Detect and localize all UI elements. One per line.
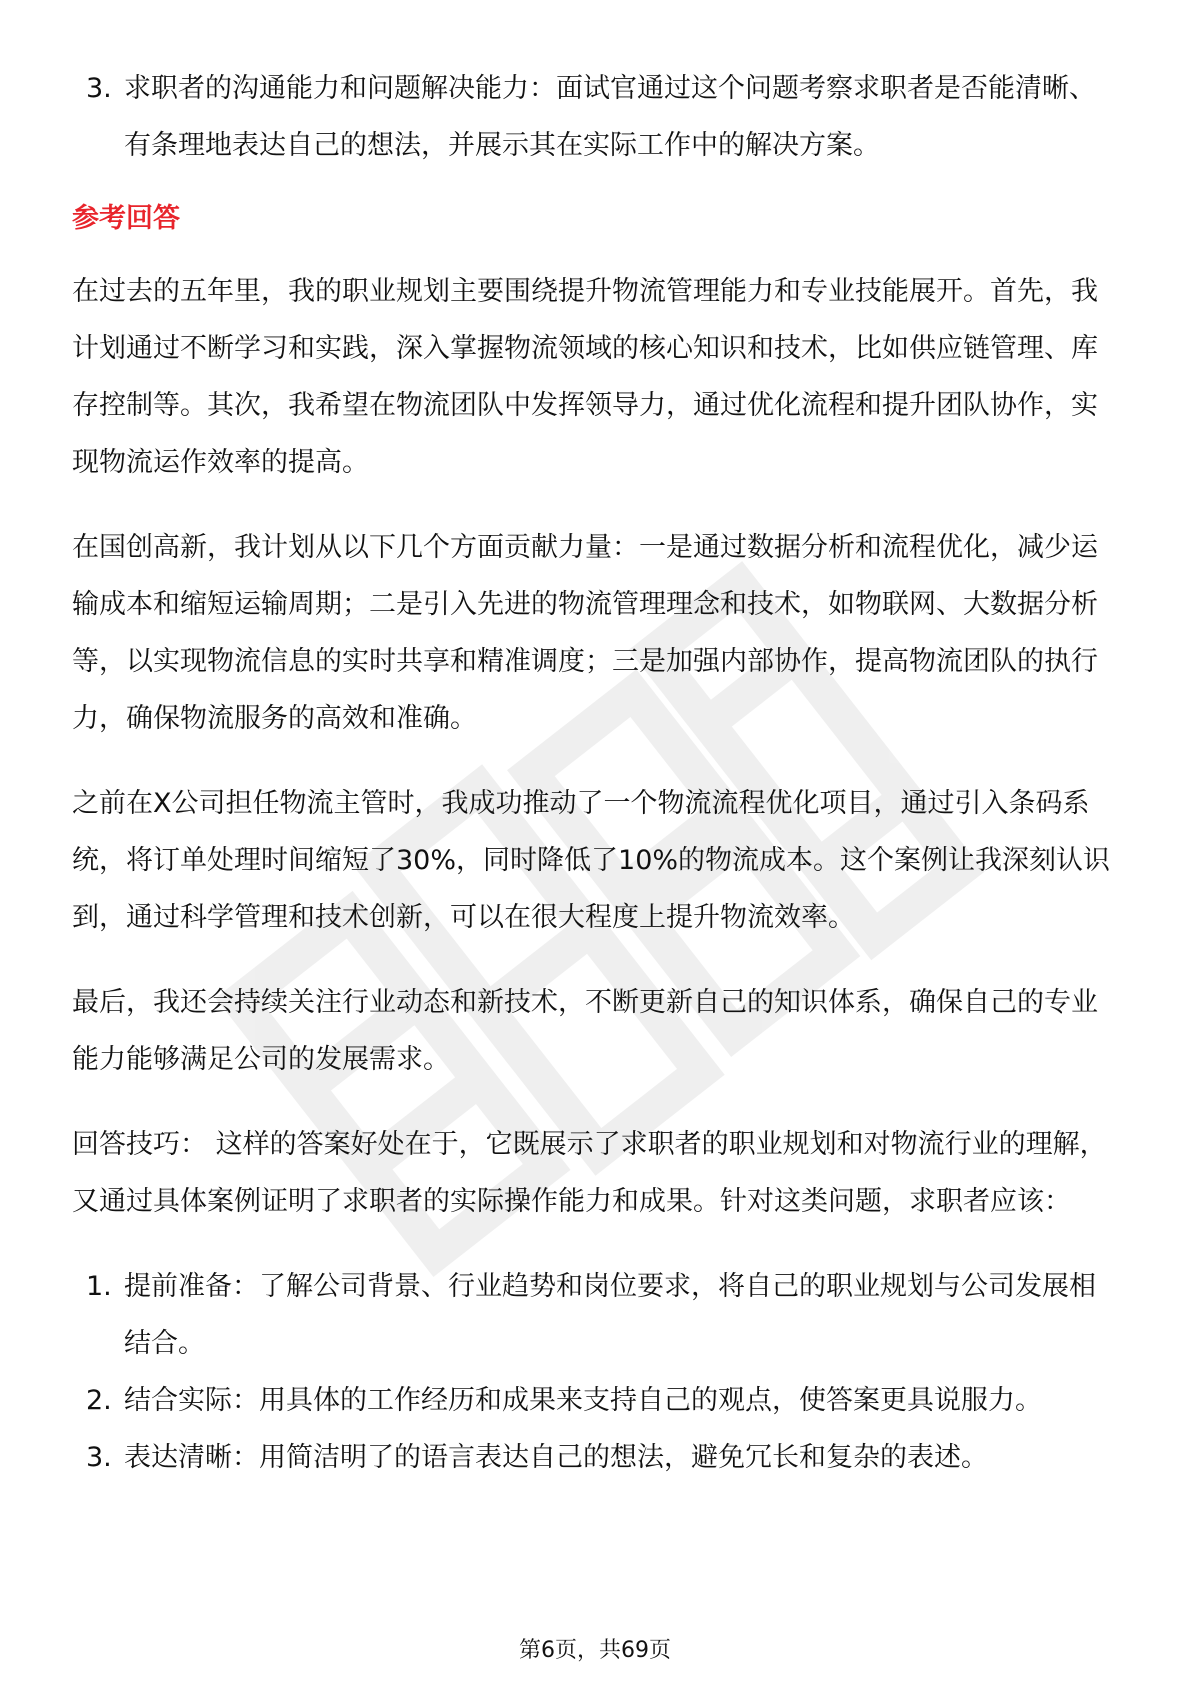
list-item-text: 结合实际：用具体的工作经历和成果来支持自己的观点，使答案更具说服力。 <box>124 1385 1042 1416</box>
list-item-number: 2. <box>86 1385 112 1416</box>
list-item-number: 1. <box>86 1271 112 1302</box>
tips-list <box>72 1258 1118 1486</box>
list-item-text: 表达清晰：用简洁明了的语言表达自己的想法，避免冗长和复杂的表述。 <box>124 1442 988 1473</box>
answer-paragraph: 在国创高新，我计划从以下几个方面贡献力量：一是通过数据分析和流程优化，减少运输成本和缩短运输周期；二是引入先进的物流管理理念和技术，如物联网、大数据分析等，以实现物流信息的实时共享和精准调度；三是加强内部协作，提高物流团队的执行力，确保物流服务的高效和准确。 <box>72 532 1098 734</box>
list-item <box>72 1258 1118 1372</box>
intro-list <box>72 60 1118 174</box>
list-item-number: 3. <box>86 1442 112 1473</box>
answer-paragraph: 在过去的五年里，我的职业规划主要围绕提升物流管理能力和专业技能展开。首先，我计划通过不断学习和实践，深入掌握物流领域的核心知识和技术，比如供应链管理、库存控制等。其次，我希望在物流团队中发挥领导力，通过优化流程和提升团队协作，实现物流运作效率的提高。 <box>72 276 1098 478</box>
document-body <box>72 60 1118 1486</box>
answer-paragraph: 之前在X公司担任物流主管时，我成功推动了一个物流流程优化项目，通过引入条码系统，将订单处理时间缩短了30%，同时降低了10%的物流成本。这个案例让我深刻认识到，通过科学管理和技术创新，可以在很大程度上提升物流效率。 <box>72 788 1111 933</box>
section-heading: 参考回答 <box>72 203 180 234</box>
list-item-text: 求职者的沟通能力和问题解决能力：面试官通过这个问题考察求职者是否能清晰、有条理地表达自己的想法，并展示其在实际工作中的解决方案。 <box>124 73 1096 161</box>
list-item <box>72 1429 1118 1486</box>
answer-paragraph: 最后，我还会持续关注行业动态和新技术，不断更新自己的知识体系，确保自己的专业能力能够满足公司的发展需求。 <box>72 987 1098 1075</box>
list-item <box>72 1372 1118 1429</box>
list-item-text: 提前准备：了解公司背景、行业趋势和岗位要求，将自己的职业规划与公司发展相结合。 <box>124 1271 1096 1359</box>
list-item-number: 3. <box>86 73 112 104</box>
list-item <box>72 60 1118 174</box>
page-number: 第6页，共69页 <box>519 1638 671 1663</box>
tips-intro-paragraph: 回答技巧： 这样的答案好处在于，它既展示了求职者的职业规划和对物流行业的理解，又通过具体案例证明了求职者的实际操作能力和成果。针对这类问题，求职者应该： <box>72 1129 1107 1217</box>
